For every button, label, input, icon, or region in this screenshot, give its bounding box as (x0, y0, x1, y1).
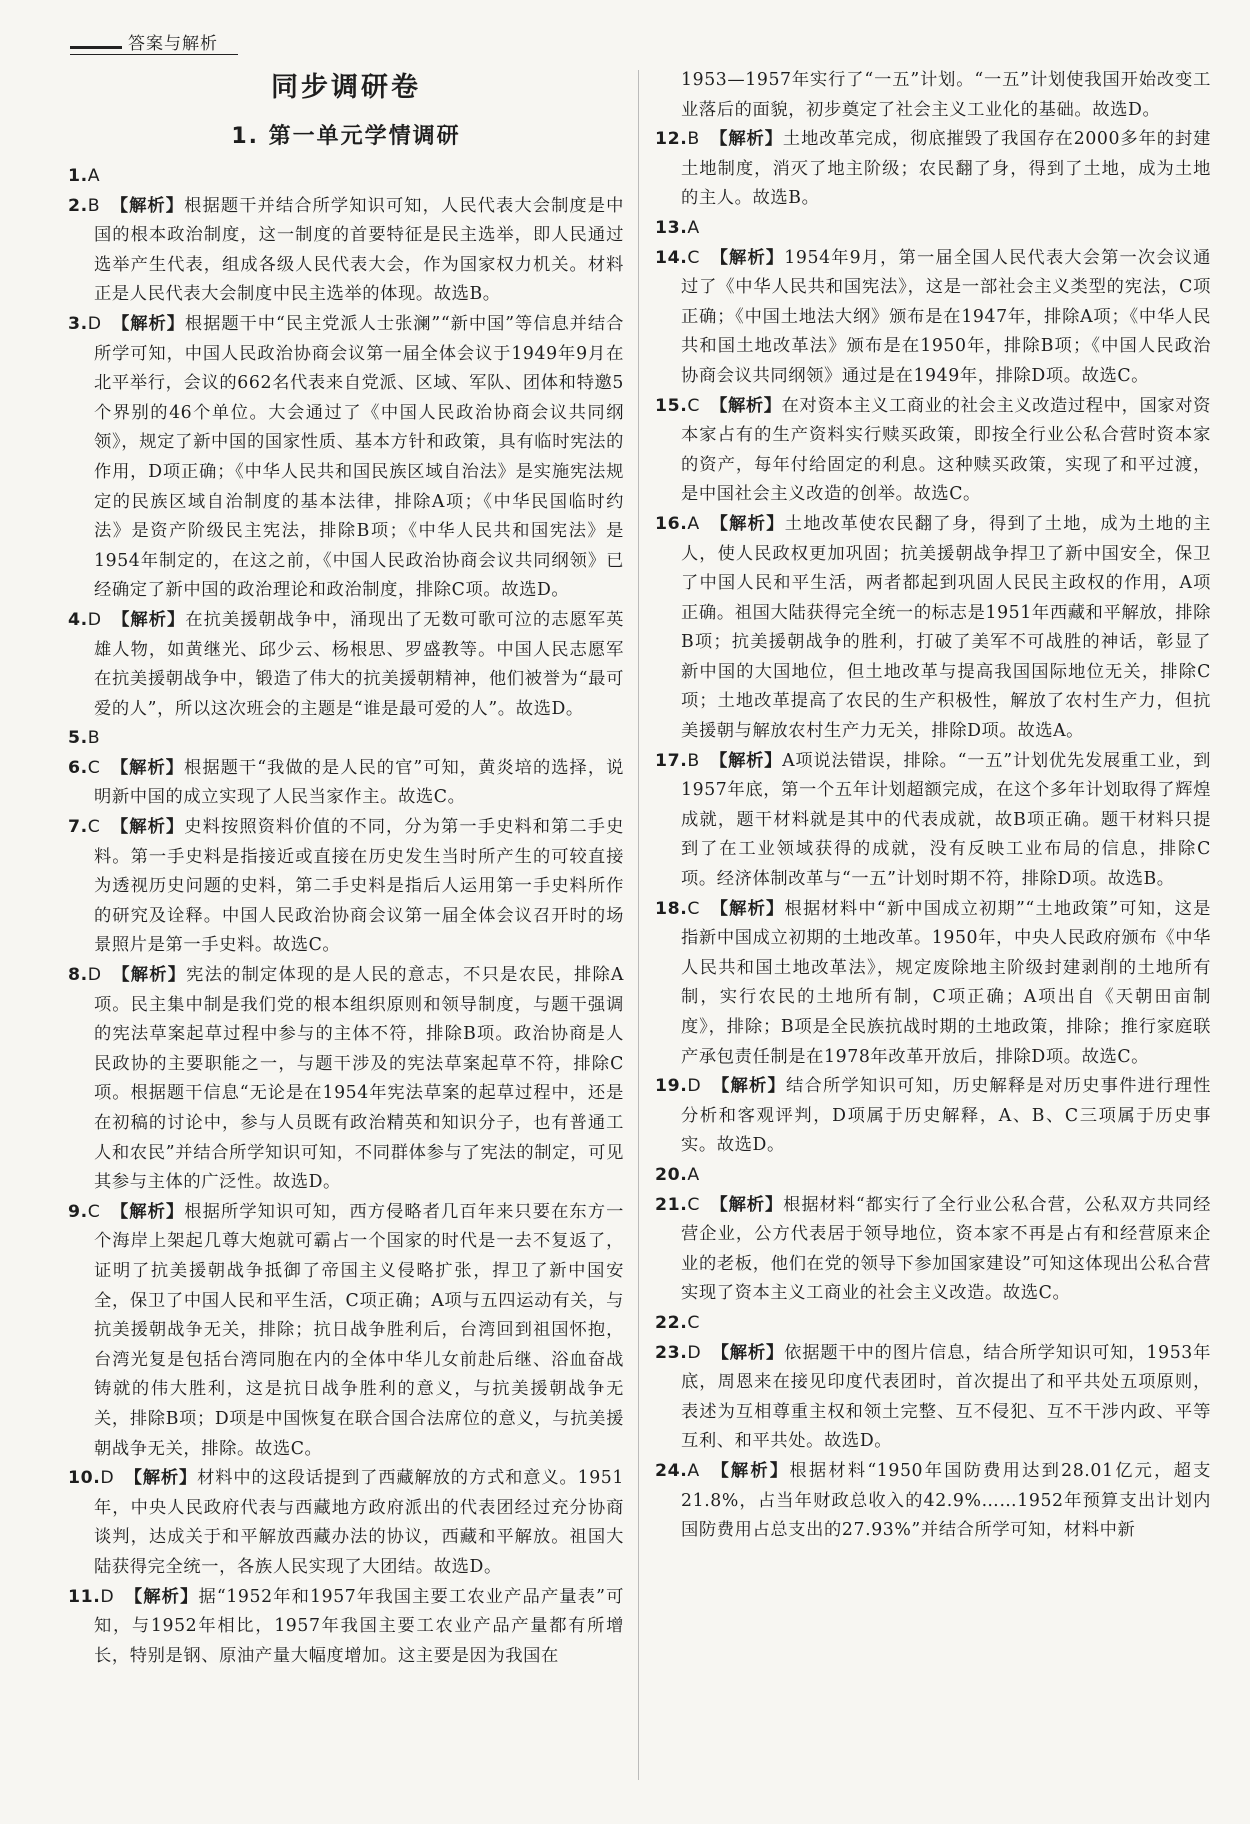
analysis-text: 结合所学知识可知，历史解释是对历史事件进行理性分析和客观评判，D项属于历史解释，A、B、C三项属于历史事实。故选D。 (681, 1076, 1211, 1156)
answer-choice: C (87, 757, 101, 778)
answer-choice: A (87, 166, 101, 186)
analysis-tag: 【解析】 (711, 1342, 785, 1363)
header-label: 答案与解析 (128, 34, 218, 54)
answer-number: 8. (68, 965, 88, 986)
answer-number: 13. (655, 217, 688, 238)
column-divider (638, 70, 639, 1780)
answer-choice: C (87, 817, 101, 838)
answer-item (68, 813, 624, 961)
analysis-tag: 【解析】 (110, 1201, 185, 1222)
answer-choice: D (687, 1342, 702, 1363)
answer-choice: B (687, 129, 700, 150)
answer-item (655, 125, 1211, 214)
answer-number: 10. (68, 1468, 101, 1489)
answer-number: 4. (68, 609, 88, 630)
analysis-text: 根据题干并结合所学知识可知，人民代表大会制度是中国的根本政治制度，这一制度的首要特征是民主选举，即人民通过选举产生代表，组成各级人民代表大会，作为国家权力机关。材料正是人民代表大会制度中民主选举的体现。故选B。 (94, 195, 624, 305)
answer-number: 7. (68, 817, 88, 838)
answer-item (68, 1464, 624, 1582)
analysis-text: 依据题干中的图片信息，结合所学知识可知，1953年底，周恩来在接见印度代表团时，首次提出了和平共处五项原则，表述为互相尊重主权和领土完整、互不侵犯、互不干涉内政、平等互利、和平共处。故选D。 (681, 1342, 1212, 1452)
answer-number: 23. (655, 1342, 688, 1363)
answer-number: 19. (655, 1076, 688, 1097)
answer-item (655, 747, 1211, 895)
analysis-tag: 【解析】 (710, 247, 785, 268)
answer-number: 17. (655, 750, 688, 771)
analysis-text: 根据题干中“民主党派人士张澜”“新中国”等信息并结合所学可知，中国人民政治协商会议第一届全体会议于1949年9月在北平举行，会议的662名代表来自党派、区域、军队、团体和特邀5个界别的46个单位。大会通过了《中国人民政治协商会议共同纲领》，规定了新中国的国家性质、基本方针和政策，具有临时宪法的作用，D项正确；《中华人民共和国民族区域自治法》是实施宪法规定的民族区域自治制度的基本法律，排除A项；《中华民国临时约法》是资产阶级民主宪法，排除B项；《中华人民共和国宪法》是1954年制定的，在这之前，《中国人民政治协商会议共同纲领》已经确定了新中国的政治理论和政治制度，排除C项。故选D。 (94, 313, 624, 601)
answer-choice: C (687, 1312, 701, 1333)
answer-choice: B (87, 195, 101, 216)
answer-number: 12. (655, 129, 688, 150)
answer-number: 22. (655, 1312, 688, 1333)
answer-item (655, 1191, 1211, 1309)
answer-item (655, 1072, 1211, 1161)
analysis-tag: 【解析】 (709, 750, 783, 771)
analysis-tag: 【解析】 (111, 313, 185, 334)
header-bar-decoration (70, 46, 122, 49)
answer-item (655, 244, 1211, 392)
right-column (655, 66, 1211, 1546)
answer-choice: D (100, 1468, 115, 1489)
analysis-tag: 【解析】 (111, 965, 187, 986)
header-underline (70, 54, 238, 55)
analysis-tag: 【解析】 (110, 817, 185, 838)
answer-item (655, 895, 1211, 1073)
answer-number: 9. (68, 1201, 88, 1222)
answer-number: 1. (68, 166, 88, 186)
answer-item (655, 1309, 1211, 1339)
answer-choice: C (687, 898, 701, 919)
answer-item (68, 192, 624, 310)
analysis-text: 根据材料“都实行了全行业公私合营，公私双方共同经营企业，公方代表居于领导地位，资本家不再是占有和经营原来企业的老板，他们在党的领导下参加国家建设”可知这体现出公私合营实现了资本主义工商业的社会主义改造。故选C。 (681, 1194, 1211, 1304)
answer-item (655, 510, 1211, 747)
answer-number: 24. (655, 1460, 688, 1481)
answer-number: 21. (655, 1194, 688, 1215)
answer-number: 3. (68, 313, 88, 334)
analysis-tag: 【解析】 (710, 1194, 784, 1215)
section-subtitle: 1. 第一单元学情调研 (231, 124, 461, 149)
analysis-text: 土地改革完成，彻底摧毁了我国存在2000多年的封建土地制度，消灭了地主阶级；农民翻了身，得到了土地，成为土地的主人。故选B。 (681, 129, 1212, 209)
answer-item (655, 1457, 1211, 1546)
answer-choice: C (87, 1201, 101, 1222)
answer-item (655, 392, 1211, 510)
answer-item (68, 162, 624, 192)
answer-choice: C (687, 395, 701, 416)
answer-choice: B (687, 750, 700, 771)
analysis-text: 根据题干“我做的是人民的官”可知，黄炎培的选择，说明新中国的成立实现了人民当家作主。故选C。 (94, 757, 625, 808)
answer-number: 15. (655, 395, 688, 416)
analysis-tag: 【解析】 (709, 1460, 790, 1481)
analysis-text: 根据材料“1950年国防费用达到28.01亿元，超支21.8%，占当年财政总收入的42.9%……1952年预算支出计划内国防费用占总支出的27.93%”并结合所学可知，材料中新 (681, 1460, 1212, 1541)
page-header (70, 28, 218, 54)
answer-choice: A (687, 217, 700, 238)
analysis-text: 史料按照资料价值的不同，分为第一手史料和第二手史料。第一手史料是指接近或直接在历史发生当时所产生的可较直接为透视历史问题的史料，第二手史料是指后人运用第一手史料所作的研究及诠释。中国人民政治协商会议第一届全体会议召开时的场景照片是第一手史料。故选C。 (94, 817, 624, 956)
answer-choice: A (687, 1164, 700, 1185)
answer-item (68, 606, 624, 724)
analysis-tag: 【解析】 (709, 129, 783, 150)
analysis-text: 1954年9月，第一届全国人民代表大会第一次会议通过了《中华人民共和国宪法》，这是一部社会主义类型的宪法，C项正确；《中国土地法大纲》颁布是在1947年，排除A项；《中华人民共和国土地改革法》颁布是在1950年，排除B项；《中国人民政治协商会议共同纲领》通过是在1949年，排除D项。故选C。 (681, 247, 1211, 386)
answer-item (68, 1198, 624, 1464)
analysis-tag: 【解析】 (710, 395, 782, 416)
answer-choice: C (687, 1194, 701, 1215)
answer-item (68, 754, 624, 813)
answer-number: 20. (655, 1164, 688, 1185)
answer-item (68, 961, 624, 1198)
answer-choice: B (87, 728, 101, 749)
analysis-text: 在抗美援朝战争中，涌现出了无数可歌可泣的志愿军英雄人物，如黄继光、邱少云、杨根思、罗盛教等。中国人民志愿军在抗美援朝战争中，锻造了伟大的抗美援朝精神，他们被誉为“最可爱的人”，所以这次班会的主题是“谁是最可爱的人”。故选D。 (94, 609, 625, 719)
answer-number: 18. (655, 898, 688, 919)
analysis-text: 根据材料中“新中国成立初期”“土地政策”可知，这是指新中国成立初期的土地改革。1950年，中央人民政府颁布《中华人民共和国土地改革法》，规定废除地主阶级封建剥削的土地所有制，实行农民的土地所有制，C项正确；A项出自《天朝田亩制度》，排除；B项是全民族抗战时期的土地政策，排除；推行家庭联产承包责任制是在1978年改革开放后，排除D项。故选C。 (681, 898, 1211, 1067)
analysis-text: A项说法错误，排除。“一五”计划优先发展重工业，到1957年底，第一个五年计划超额完成，在这个多年计划取得了辉煌成就，题干材料就是其中的代表成就，故B项正确。题干材料只提到了在工业领域获得的成就，没有反映工业布局的信息，排除C项。经济体制改革与“一五”计划时期不符，排除D项。故选B。 (681, 750, 1211, 890)
analysis-text: 根据所学知识可知，西方侵略者几百年来只要在东方一个海岸上架起几尊大炮就可霸占一个国家的时代是一去不复返了，证明了抗美援朝战争抵御了帝国主义侵略扩张，捍卫了新中国安全，保卫了中国人民和平生活，C项正确；A项与五四运动有关，与抗美援朝战争无关，排除；抗日战争胜利后，台湾回到祖国怀抱，台湾光复是包括台湾同胞在内的全体中华儿女前赴后继、浴血奋战铸就的伟大胜利，这是抗日战争胜利的意义，与抗美援朝战争无关，排除B项；D项是中国恢复在联合国合法席位的意义，与抗美援朝战争无关，排除。故选C。 (94, 1201, 624, 1459)
answer-choice: D (87, 965, 102, 986)
answer-choice: D (87, 313, 102, 334)
answer-choice: D (687, 1076, 702, 1097)
answer-item (655, 1161, 1211, 1191)
answer-continuation: 1953—1957年实行了“一五”计划。“一五”计划使我国开始改变工业落后的面貌，初步奠定了社会主义工业化的基础。故选D。 (681, 70, 1211, 120)
answer-choice: A (687, 513, 700, 534)
answer-number: 11. (68, 1586, 101, 1607)
analysis-text: 宪法的制定体现的是人民的意志，不只是农民，排除A项。民主集中制是我们党的根本组织原则和领导制度，与题干强调的宪法草案起草过程中参与的主体不符，排除B项。政治协商是人民政协的主要职能之一，与题干涉及的宪法草案起草不符，排除C项。根据题干信息“无论是在1954年宪法草案的起草过程中，还是在初稿的讨论中，参与人员既有政治精英和知识分子，也有普通工人和农民”并结合所学知识可知，不同群体参与了宪法的制定，可见其参与主体的广泛性。故选D。 (94, 965, 624, 1193)
analysis-tag: 【解析】 (110, 757, 185, 778)
analysis-text: 土地改革使农民翻了身，得到了土地，成为土地的主人，使人民政权更加巩固；抗美援朝战争捍卫了新中国安全，保卫了中国人民和平生活，两者都起到巩固人民民主政权的作用，A项正确。祖国大陆获得完全统一的标志是1951年西藏和平解放，排除B项；抗美援朝战争的胜利，打破了美军不可战胜的神话，彰显了新中国的大国地位，但土地改革与提高我国国际地位无关，排除C项；土地改革提高了农民的生产积极性，解放了农村生产力，但抗美援朝与解放农村生产力无关，排除D项。故选A。 (681, 513, 1211, 742)
answer-number: 6. (68, 757, 88, 778)
answer-choice: C (687, 247, 701, 268)
answer-number: 16. (655, 513, 688, 534)
answer-item (68, 724, 624, 754)
analysis-tag: 【解析】 (124, 1586, 199, 1607)
answer-choice: D (87, 609, 102, 630)
answer-item (655, 214, 1211, 244)
analysis-text: 在对资本主义工商业的社会主义改造过程中，国家对资本家占有的生产资料实行赎买政策，即按全行业公私合营时资本家的资产，每年付给固定的利息。这种赎买政策，实现了和平过渡，是中国社会主义改造的创举。故选C。 (681, 395, 1212, 505)
analysis-tag: 【解析】 (111, 609, 186, 630)
answer-number: 5. (68, 728, 88, 749)
analysis-tag: 【解析】 (110, 195, 185, 216)
answer-item (68, 1583, 624, 1672)
analysis-tag: 【解析】 (710, 898, 785, 919)
answer-item (68, 310, 624, 606)
left-column (68, 66, 624, 1671)
answer-number: 14. (655, 247, 688, 268)
answer-number: 2. (68, 195, 88, 216)
answer-item (655, 1339, 1211, 1457)
analysis-tag: 【解析】 (711, 1076, 786, 1097)
analysis-text: 据“1952年和1957年我国主要工农业产品产量表”可知，与1952年相比，1957年我国主要工农业产品产量都有所增长，特别是钢、原油产量大幅度增加。这主要是因为我国在 (94, 1586, 624, 1666)
analysis-text: 材料中的这段话提到了西藏解放的方式和意义。1951年，中央人民政府代表与西藏地方政府派出的代表团经过充分协商谈判，达成关于和平解放西藏办法的协议，西藏和平解放。祖国大陆获得完全统一，各族人民实现了大团结。故选D。 (94, 1468, 625, 1577)
analysis-tag: 【解析】 (709, 513, 785, 534)
answer-choice: D (100, 1586, 115, 1607)
answer-choice: A (687, 1460, 700, 1481)
page-title: 同步调研卷 (271, 72, 421, 103)
analysis-tag: 【解析】 (124, 1468, 198, 1489)
